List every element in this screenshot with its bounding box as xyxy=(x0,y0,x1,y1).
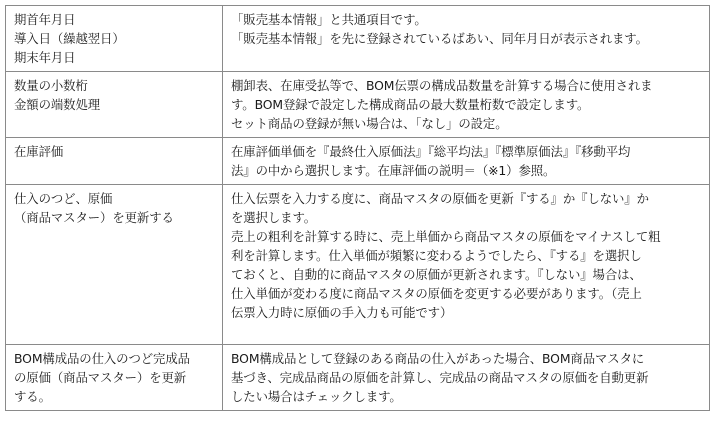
description-line: 利を計算します。仕入単価が頻繁に変わるようでしたら、『する』を選択し xyxy=(231,248,642,263)
description-line: 伝票入力時に原価の手入力も可能です） xyxy=(231,305,453,320)
description-line: 仕入単価が変わる度に商品マスタの原価を変更する必要があります。（売上 xyxy=(231,286,642,301)
table-row xyxy=(6,72,710,138)
description-line: したい場合はチェックします。 xyxy=(231,389,402,404)
description-line: BOM構成品として登録のある商品の仕入があった場合、BOM商品マスタに xyxy=(231,351,645,366)
label-line: 在庫評価 xyxy=(14,144,64,159)
description-line: ておくと、自動的に商品マスタの原価が更新されます。『しない』場合は、 xyxy=(231,267,642,282)
description-line: 基づき、完成品商品の原価を計算し、完成品の商品マスタの原価を自動更新 xyxy=(231,370,649,385)
description-line: を選択します。 xyxy=(231,210,317,225)
row-label-cell xyxy=(6,185,223,345)
row-label-cell xyxy=(6,72,223,138)
label-line: の原価（商品マスター）を更新 xyxy=(14,370,187,385)
label-line: 仕入のつど、原価 xyxy=(14,191,113,206)
description-line: 「販売基本情報」と共通項目です。 xyxy=(231,12,427,27)
table-row xyxy=(6,345,710,411)
label-line: 期末年月日 xyxy=(14,50,76,65)
settings-description-table xyxy=(5,5,710,411)
table-row xyxy=(6,138,710,185)
description-line: 法』の中から選択します。在庫評価の説明＝（※1）参照。 xyxy=(231,163,556,178)
description-line: セット商品の登録が無い場合は、「なし」の設定。 xyxy=(231,116,508,131)
label-line: （商品マスター）を更新する xyxy=(14,210,174,225)
table-row xyxy=(6,6,710,72)
row-description-cell xyxy=(223,6,710,72)
row-description-cell xyxy=(223,185,710,345)
description-line: 仕入伝票を入力する度に、商品マスタの原価を更新『する』か『しない』か xyxy=(231,191,649,206)
table-row xyxy=(6,185,710,345)
description-line: 棚卸表、在庫受払等で、BOM伝票の構成品数量を計算する場合に使用されま xyxy=(231,78,653,93)
label-line: 数量の小数桁 xyxy=(14,78,88,93)
label-line: する。 xyxy=(14,389,51,404)
description-line: 売上の粗利を計算する時に、売上単価から商品マスタの原価をマイナスして粗 xyxy=(231,229,661,244)
description-line: 在庫評価単価を『最終仕入原価法』『総平均法』『標準原価法』『移動平均 xyxy=(231,144,631,159)
label-line: 金額の端数処理 xyxy=(14,97,101,112)
row-label-cell xyxy=(6,138,223,185)
label-line: 期首年月日 xyxy=(14,12,76,27)
row-label-cell xyxy=(6,345,223,411)
row-description-cell xyxy=(223,72,710,138)
label-line: 導入日（繰越翌日） xyxy=(14,31,125,46)
row-description-cell xyxy=(223,345,710,411)
row-label-cell xyxy=(6,6,223,72)
description-line: 「販売基本情報」を先に登録されているばあい、同年月日が表示されます。 xyxy=(231,31,648,46)
label-line: BOM構成品の仕入のつど完成品 xyxy=(14,351,190,366)
description-line: す。BOM登録で設定した構成商品の最大数量桁数で設定します。 xyxy=(231,97,590,112)
row-description-cell xyxy=(223,138,710,185)
